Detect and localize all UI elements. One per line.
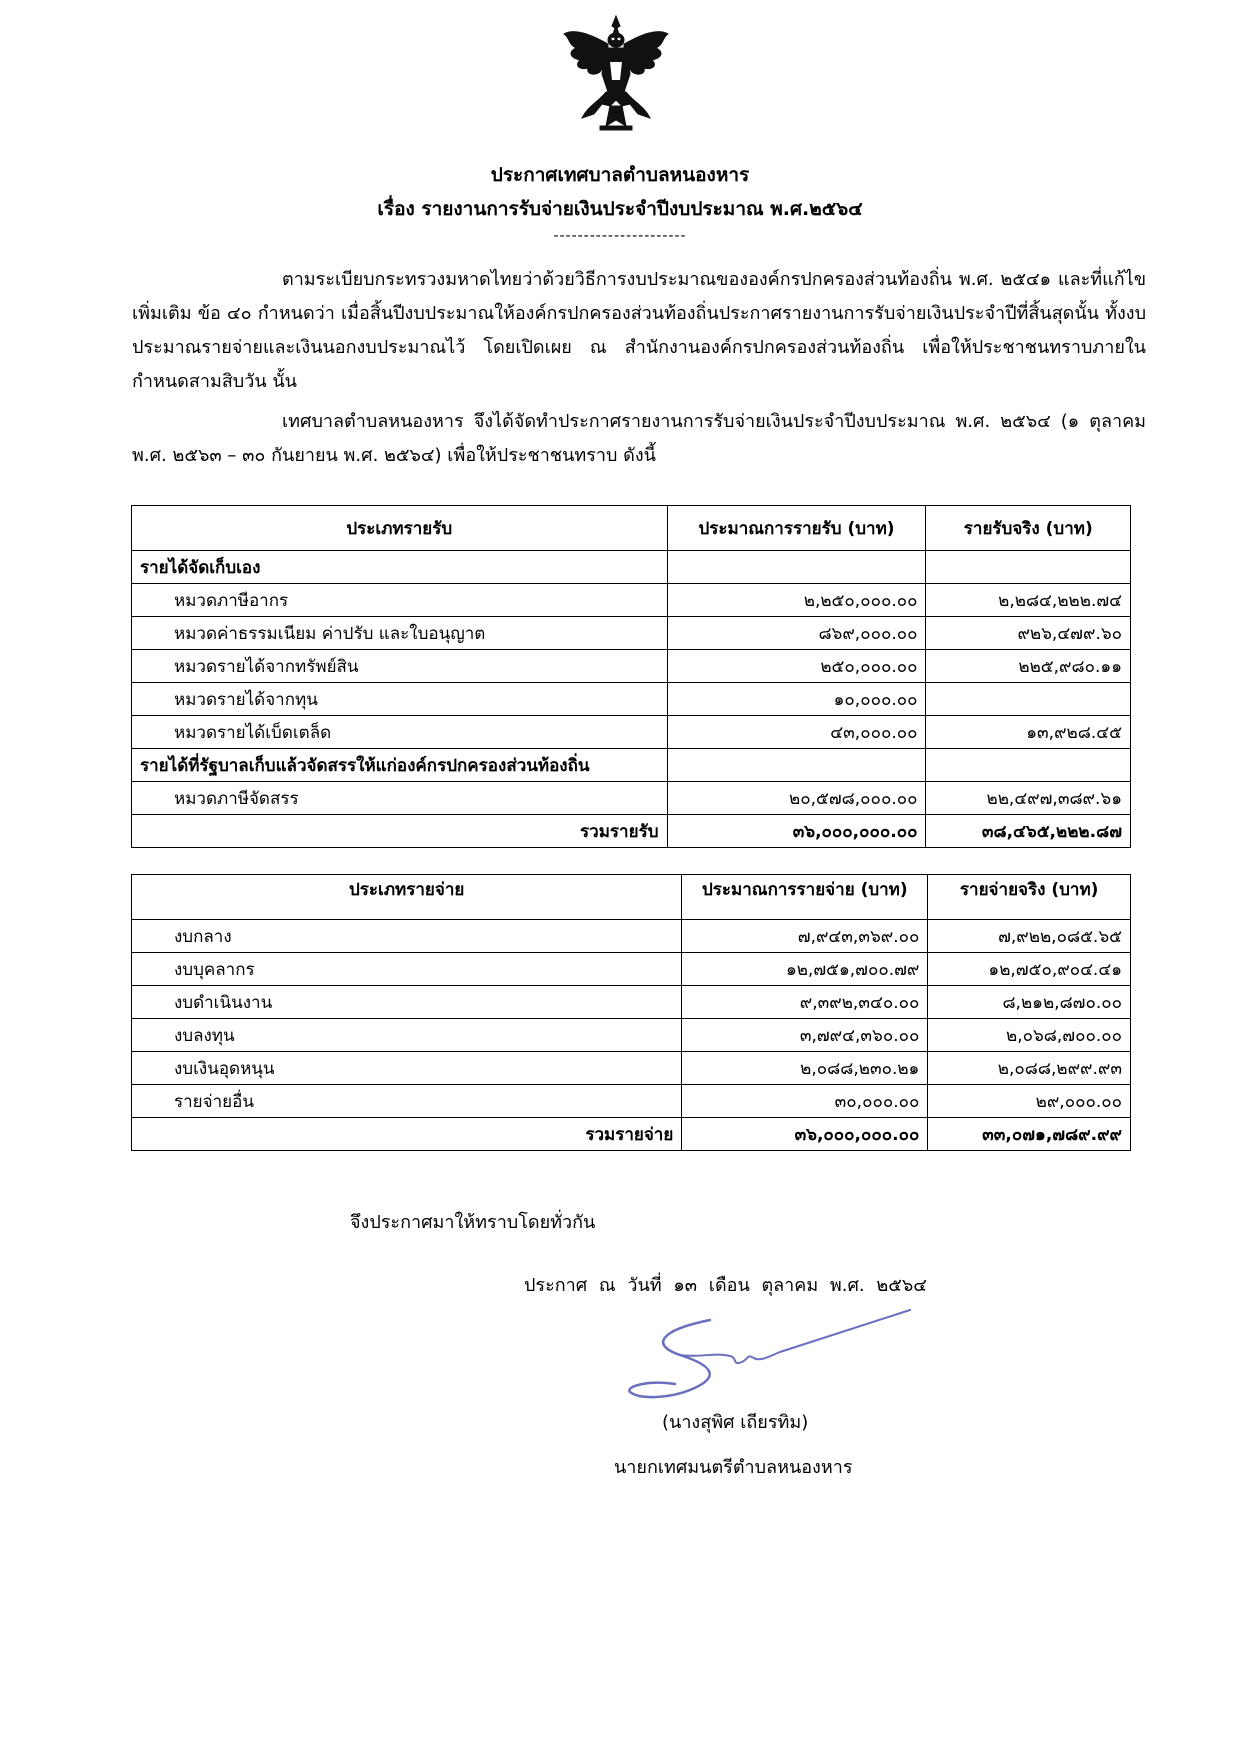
expense-estimate-cell: ๓๐,๐๐๐.๐๐	[682, 1085, 928, 1118]
closing-statement: จึงประกาศมาให้ทราบโดยทั่วกัน	[350, 1212, 596, 1233]
table-row	[132, 584, 1131, 617]
income-item-label: หมวดรายได้จากทุน	[132, 683, 668, 716]
expense-actual-cell: ๒,๐๘๘,๒๙๙.๙๓	[928, 1052, 1131, 1085]
expense-item-label: งบเงินอุดหนุน	[132, 1052, 682, 1085]
table-row	[132, 782, 1131, 815]
table-row	[132, 1019, 1131, 1052]
expense-item-label: งบกลาง	[132, 920, 682, 953]
expense-estimate-cell: ๒,๐๘๘,๒๓๐.๒๑	[682, 1052, 928, 1085]
income-category-label: รายได้จัดเก็บเอง	[132, 551, 668, 584]
income-estimate-header: ประมาณการรายรับ (บาท)	[667, 506, 926, 551]
income-actual-cell: ๑๓,๙๒๘.๔๕	[926, 716, 1131, 749]
expense-estimate-header: ประมาณการรายจ่าย (บาท)	[682, 875, 928, 920]
expense-actual-cell: ๑๒,๗๕๐,๙๐๔.๔๑	[928, 953, 1131, 986]
table-row	[132, 650, 1131, 683]
expense-total-actual: ๓๓,๐๗๑,๗๘๙.๙๙	[928, 1118, 1131, 1151]
income-estimate-cell	[667, 551, 926, 584]
expense-actual-cell: ๒๙,๐๐๐.๐๐	[928, 1085, 1131, 1118]
income-actual-header: รายรับจริง (บาท)	[926, 506, 1131, 551]
expense-actual-cell: ๗,๙๒๒,๐๘๕.๖๕	[928, 920, 1131, 953]
income-table	[131, 505, 1131, 848]
expense-estimate-cell: ๓,๗๙๔,๓๖๐.๐๐	[682, 1019, 928, 1052]
income-item-label: หมวดรายได้จากทรัพย์สิน	[132, 650, 668, 683]
announcement-title: ประกาศเทศบาลตำบลหนองหาร	[490, 164, 750, 186]
intro-paragraph	[132, 263, 1146, 399]
income-type-header: ประเภทรายรับ	[132, 506, 668, 551]
garuda-emblem-icon	[560, 14, 672, 134]
income-estimate-cell	[667, 749, 926, 782]
expense-actual-header: รายจ่ายจริง (บาท)	[928, 875, 1131, 920]
expense-total-label: รวมรายจ่าย	[132, 1118, 682, 1151]
expense-table	[131, 874, 1131, 1151]
income-actual-cell: ๙๒๖,๔๗๙.๖๐	[926, 617, 1131, 650]
income-estimate-cell: ๑๐,๐๐๐.๐๐	[667, 683, 926, 716]
income-estimate-cell: ๒๐,๕๗๘,๐๐๐.๐๐	[667, 782, 926, 815]
expense-type-header: ประเภทรายจ่าย	[132, 875, 682, 920]
expense-actual-cell: ๒,๐๖๘,๗๐๐.๐๐	[928, 1019, 1131, 1052]
title-divider: ----------------------	[553, 228, 687, 244]
income-item-label: หมวดภาษีอากร	[132, 584, 668, 617]
table-row	[132, 1052, 1131, 1085]
income-estimate-cell: ๒๕๐,๐๐๐.๐๐	[667, 650, 926, 683]
expense-estimate-cell: ๗,๙๔๓,๓๖๙.๐๐	[682, 920, 928, 953]
expense-item-label: งบดำเนินงาน	[132, 986, 682, 1019]
income-item-label: หมวดภาษีจัดสรร	[132, 782, 668, 815]
signer-name: (นางสุพิศ เถียรทิม)	[662, 1412, 809, 1433]
income-total-estimate: ๓๖,๐๐๐,๐๐๐.๐๐	[667, 815, 926, 848]
income-header-row	[132, 506, 1131, 551]
table-row	[132, 749, 1131, 782]
intro-paragraph-text: ตามระเบียบกระทรวงมหาดไทยว่าด้วยวิธีการงบประมาณขององค์กรปกครองส่วนท้องถิ่น พ.ศ. ๒๕๔๑ และที่แก้ไขเพิ่มเติม ข้อ ๔๐ กำหนดว่า เมื่อสิ้นปีงบประมาณให้องค์กรปกครองส่วนท้องถิ่นประกาศรายงานการรับจ่ายเงินประจำปีที่สิ้นสุดนั้น ทั้งงบประมาณรายจ่ายและเงินนอกงบประมาณไว้ โดยเปิดเผย ณ สำนักงานองค์กรปกครองส่วนท้องถิ่น เพื่อให้ประชาชนทราบภายในกำหนดสามสิบวัน นั้น	[132, 269, 1146, 392]
expense-header-row	[132, 875, 1131, 920]
table-row	[132, 953, 1131, 986]
income-actual-cell	[926, 551, 1131, 584]
income-actual-cell: ๒๒๕,๙๘๐.๑๑	[926, 650, 1131, 683]
income-total-actual: ๓๘,๔๖๕,๒๒๒.๘๗	[926, 815, 1131, 848]
table-row	[132, 1085, 1131, 1118]
expense-item-label: งบลงทุน	[132, 1019, 682, 1052]
income-item-label: หมวดรายได้เบ็ดเตล็ด	[132, 716, 668, 749]
income-actual-cell: ๒,๒๘๔,๒๒๒.๗๔	[926, 584, 1131, 617]
income-estimate-cell: ๔๓,๐๐๐.๐๐	[667, 716, 926, 749]
signer-position: นายกเทศมนตรีตำบลหนองหาร	[614, 1457, 853, 1478]
expense-total-estimate: ๓๖,๐๐๐,๐๐๐.๐๐	[682, 1118, 928, 1151]
table-row	[132, 920, 1131, 953]
signature-icon	[620, 1300, 920, 1410]
income-total-label: รวมรายรับ	[132, 815, 668, 848]
table-row	[132, 716, 1131, 749]
table-row	[132, 683, 1131, 716]
announcement-subject: เรื่อง รายงานการรับจ่ายเงินประจำปีงบประมาณ พ.ศ.๒๕๖๔	[377, 198, 863, 220]
expense-item-label: งบบุคลากร	[132, 953, 682, 986]
report-paragraph-text: เทศบาลตำบลหนองหาร จึงได้จัดทำประกาศรายงานการรับจ่ายเงินประจำปีงบประมาณ พ.ศ. ๒๕๖๔ (๑ ตุลาคม พ.ศ. ๒๕๖๓ – ๓๐ กันยายน พ.ศ. ๒๕๖๔) เพื่อให้ประชาชนทราบ ดังนี้	[132, 411, 1146, 466]
table-row	[132, 986, 1131, 1019]
announcement-date: ประกาศ ณ วันที่ ๑๓ เดือน ตุลาคม พ.ศ. ๒๕๖๔	[524, 1275, 927, 1296]
income-actual-cell	[926, 683, 1131, 716]
expense-actual-cell: ๘,๒๑๒,๘๗๐.๐๐	[928, 986, 1131, 1019]
report-paragraph	[132, 405, 1146, 473]
expense-total-row	[132, 1118, 1131, 1151]
income-category-label: รายได้ที่รัฐบาลเก็บแล้วจัดสรรให้แก่องค์กรปกครองส่วนท้องถิ่น	[132, 749, 668, 782]
income-total-row	[132, 815, 1131, 848]
table-row	[132, 551, 1131, 584]
income-item-label: หมวดค่าธรรมเนียม ค่าปรับ และใบอนุญาต	[132, 617, 668, 650]
income-actual-cell	[926, 749, 1131, 782]
expense-estimate-cell: ๙,๓๙๒,๓๔๐.๐๐	[682, 986, 928, 1019]
table-row	[132, 617, 1131, 650]
expense-estimate-cell: ๑๒,๗๕๑,๗๐๐.๗๙	[682, 953, 928, 986]
income-actual-cell: ๒๒,๔๙๗,๓๘๙.๖๑	[926, 782, 1131, 815]
income-estimate-cell: ๘๖๙,๐๐๐.๐๐	[667, 617, 926, 650]
income-estimate-cell: ๒,๒๕๐,๐๐๐.๐๐	[667, 584, 926, 617]
expense-item-label: รายจ่ายอื่น	[132, 1085, 682, 1118]
